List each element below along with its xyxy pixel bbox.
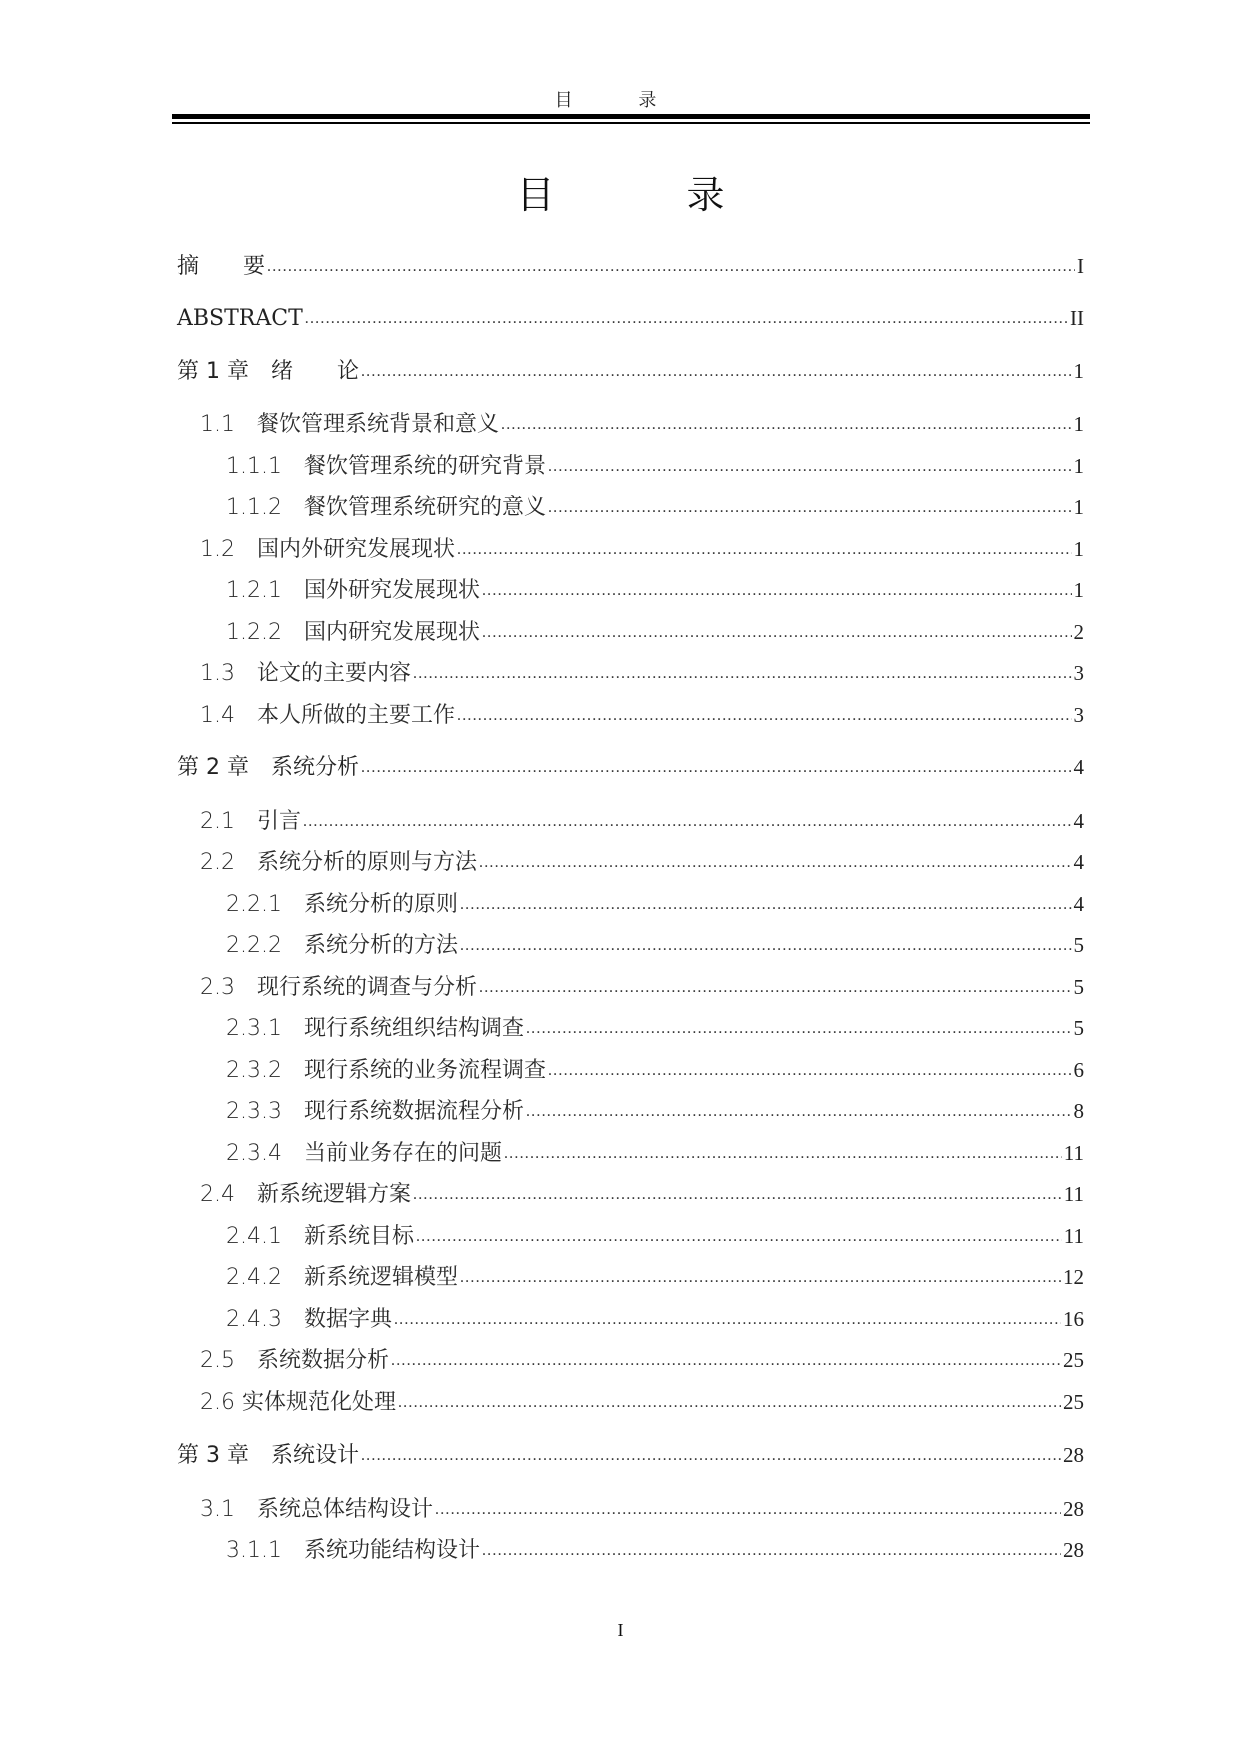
toc-leader [482, 574, 1072, 606]
toc-leader [482, 616, 1072, 648]
toc-entry-page: 16 [1063, 1307, 1084, 1331]
toc-entry-page: I [1077, 254, 1084, 278]
toc-leader [413, 657, 1072, 689]
toc-leader [504, 1137, 1062, 1169]
toc-leader [303, 805, 1072, 837]
toc-leader [267, 250, 1075, 282]
toc-entry-page: 1 [1073, 454, 1084, 478]
toc-leader [457, 699, 1072, 731]
toc-entry-label: 2.2.1 系统分析的原则 [226, 892, 458, 917]
toc-entry-page: 4 [1073, 850, 1084, 874]
toc-entry-2-3-3[interactable] [226, 1096, 1084, 1126]
toc-entry-1-1[interactable] [200, 409, 1084, 439]
toc-entry-page: 28 [1063, 1538, 1084, 1562]
toc-entry-page: 25 [1063, 1348, 1084, 1372]
toc-entry-label: 1.3 论文的主要内容 [200, 661, 411, 686]
toc-entry-page: 11 [1063, 1182, 1084, 1206]
toc-leader [398, 1386, 1061, 1418]
toc-entry-label: 1.2 国内外研究发展现状 [200, 537, 455, 562]
toc-entry-label: 3.1 系统总体结构设计 [200, 1497, 433, 1522]
toc-leader [391, 1344, 1061, 1376]
toc-entry-chapter-2[interactable] [177, 752, 1084, 782]
toc-entry-2-4-3[interactable] [226, 1304, 1084, 1334]
toc-entry-label: 2.3.2 现行系统的业务流程调查 [226, 1058, 546, 1083]
toc-entry-1-1-2[interactable] [226, 492, 1084, 522]
toc-entry-page: 5 [1073, 933, 1084, 957]
toc-entry-label: 1.2.2 国内研究发展现状 [226, 620, 480, 645]
toc-leader [501, 408, 1072, 440]
toc-entry-2-6[interactable] [200, 1387, 1084, 1417]
toc-leader [394, 1303, 1061, 1335]
toc-leader [361, 355, 1072, 387]
toc-entry-1-2[interactable] [200, 534, 1084, 564]
toc-entry-page: 1 [1073, 578, 1084, 602]
toc-entry-label: 摘 要 [177, 254, 266, 279]
toc-entry-label: 第 1 章 绪 论 [177, 359, 359, 384]
toc-leader [361, 1439, 1061, 1471]
toc-entry-page: 6 [1073, 1058, 1084, 1082]
toc-entry-label: 3.1.1 系统功能结构设计 [226, 1538, 480, 1563]
toc-leader [482, 1534, 1061, 1566]
toc-entry-page: 3 [1073, 661, 1084, 685]
toc-entry-2-4-1[interactable] [226, 1221, 1084, 1251]
toc-leader [305, 302, 1068, 334]
toc-leader [526, 1095, 1072, 1127]
page-number: I [617, 1620, 624, 1640]
toc-entry-1-4[interactable] [200, 700, 1084, 730]
toc-entry-label: 2.6 实体规范化处理 [200, 1390, 396, 1415]
toc-leader [548, 491, 1072, 523]
toc-entry-page: 8 [1073, 1099, 1084, 1123]
toc-entry-2-3-1[interactable] [226, 1013, 1084, 1043]
toc-entry-label: 2.4.3 数据字典 [226, 1307, 392, 1332]
toc-entry-label: 2.4.1 新系统目标 [226, 1224, 414, 1249]
toc-entry-label: 第 2 章 系统分析 [177, 755, 359, 780]
toc-entry-2-3[interactable] [200, 972, 1084, 1002]
toc-entry-page: 4 [1073, 892, 1084, 916]
toc-entry-2-2[interactable] [200, 847, 1084, 877]
toc-entry-1-2-2[interactable] [226, 617, 1084, 647]
toc-leader [413, 1178, 1062, 1210]
toc-entry-page: 1 [1073, 537, 1084, 561]
toc-entry-label: 2.2.2 系统分析的方法 [226, 933, 458, 958]
toc-entry-label: ABSTRACT [177, 306, 303, 331]
toc-entry-2-2-2[interactable] [226, 930, 1084, 960]
toc-entry-1-3[interactable] [200, 658, 1084, 688]
toc-entry-page: 4 [1073, 809, 1084, 833]
toc-entry-label: 1.1.1 餐饮管理系统的研究背景 [226, 454, 546, 479]
toc-entry-label: 1.4 本人所做的主要工作 [200, 703, 455, 728]
toc-entry-label: 2.4.2 新系统逻辑模型 [226, 1265, 458, 1290]
toc-entry-label: 1.1 餐饮管理系统背景和意义 [200, 412, 499, 437]
toc-entry-page: 11 [1063, 1224, 1084, 1248]
toc-entry-label: 2.4 新系统逻辑方案 [200, 1182, 411, 1207]
toc-entry-2-2-1[interactable] [226, 889, 1084, 919]
toc-entry-2-1[interactable] [200, 806, 1084, 836]
toc-leader [479, 846, 1072, 878]
toc-entry-page: 25 [1063, 1390, 1084, 1414]
toc-entry-1-2-1[interactable] [226, 575, 1084, 605]
toc-title: 目 录 [516, 173, 785, 217]
toc-entry-page: 1 [1073, 495, 1084, 519]
toc-entry-label: 2.3.4 当前业务存在的问题 [226, 1141, 502, 1166]
toc-entry-2-3-4[interactable] [226, 1138, 1084, 1168]
toc-entry-1-1-1[interactable] [226, 451, 1084, 481]
toc-leader [460, 929, 1072, 961]
toc-entry-label: 2.5 系统数据分析 [200, 1348, 389, 1373]
toc-entry-chapter-3[interactable] [177, 1440, 1084, 1470]
toc-entry-page: 2 [1073, 620, 1084, 644]
toc-entry-page: 28 [1063, 1497, 1084, 1521]
toc-entry-page: 5 [1073, 1016, 1084, 1040]
toc-entry-page: 1 [1073, 359, 1084, 383]
toc-entry-label: 第 3 章 系统设计 [177, 1443, 359, 1468]
toc-leader [457, 533, 1072, 565]
toc-entry-label: 2.1 引言 [200, 809, 301, 834]
toc-entry-label: 2.2 系统分析的原则与方法 [200, 850, 477, 875]
toc-entry-page: 3 [1073, 703, 1084, 727]
toc-entry-2-4[interactable] [200, 1179, 1084, 1209]
toc-leader [460, 1261, 1061, 1293]
toc-entry-chapter-1[interactable] [177, 356, 1084, 386]
toc-entry-3-1-1[interactable] [226, 1535, 1084, 1565]
toc-leader [460, 888, 1072, 920]
toc-entry-2-3-2[interactable] [226, 1055, 1084, 1085]
toc-entry-page: II [1070, 306, 1084, 330]
toc-entry-label: 1.1.2 餐饮管理系统研究的意义 [226, 495, 546, 520]
toc-entry-page: 1 [1073, 412, 1084, 436]
toc-leader [548, 1054, 1072, 1086]
toc-entry-page: 12 [1063, 1265, 1084, 1289]
toc-entry-label: 1.2.1 国外研究发展现状 [226, 578, 480, 603]
running-header: 目 录 [554, 90, 687, 111]
toc-leader [548, 450, 1072, 482]
toc-entry-label: 2.3 现行系统的调查与分析 [200, 975, 477, 1000]
toc-entry-page: 28 [1063, 1443, 1084, 1467]
toc-entry-label: 2.3.3 现行系统数据流程分析 [226, 1099, 524, 1124]
toc-leader [479, 971, 1072, 1003]
toc-leader [435, 1493, 1061, 1525]
toc-leader [526, 1012, 1072, 1044]
toc-entry-2-5[interactable] [200, 1345, 1084, 1375]
toc-entry-abstract-en[interactable] [177, 303, 1084, 333]
toc-entry-label: 2.3.1 现行系统组织结构调查 [226, 1016, 524, 1041]
toc-entry-2-4-2[interactable] [226, 1262, 1084, 1292]
toc-entry-page: 5 [1073, 975, 1084, 999]
toc-entry-page: 11 [1063, 1141, 1084, 1165]
toc-entry-abstract-cn[interactable] [177, 251, 1084, 281]
toc-entry-page: 4 [1073, 755, 1084, 779]
toc-leader [416, 1220, 1062, 1252]
toc-entry-3-1[interactable] [200, 1494, 1084, 1524]
toc-leader [361, 751, 1072, 783]
